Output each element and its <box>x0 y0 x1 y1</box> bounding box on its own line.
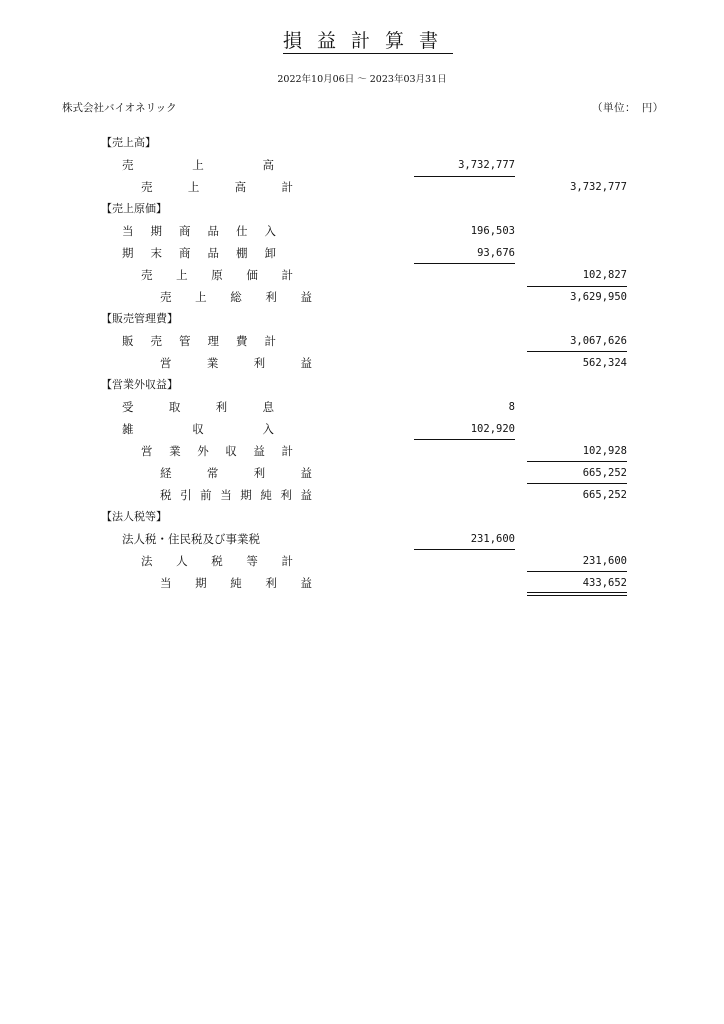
company-name: 株式会社バイオネリック <box>62 102 177 114</box>
row-label: 税 引 前 当 期 純 利 益 <box>160 488 312 502</box>
section-label: 【売上高】 <box>101 136 156 149</box>
row-corporate-tax <box>0 528 724 550</box>
row-label: 営 業 利 益 <box>160 356 312 370</box>
row-sales-total <box>0 176 724 198</box>
row-pretax-income <box>0 484 724 506</box>
row-label: 営 業 外 収 益 計 <box>141 444 293 458</box>
row-sales <box>0 154 724 176</box>
row-purchase <box>0 220 724 242</box>
row-nonop-total <box>0 440 724 462</box>
row-label: 期 末 商 品 棚 卸 <box>122 246 276 260</box>
row-gross-profit <box>0 286 724 308</box>
amount: 93,676 <box>477 247 515 259</box>
row-interest <box>0 396 724 418</box>
amount: 102,827 <box>582 269 627 281</box>
section-header-tax <box>0 506 724 528</box>
section-label: 【販売管理費】 <box>101 312 178 325</box>
row-net-income <box>0 572 724 594</box>
row-label: 売 上 原 価 計 <box>141 268 293 282</box>
row-cogs-total <box>0 264 724 286</box>
row-label: 当 期 純 利 益 <box>160 576 312 590</box>
amount: 231,600 <box>470 533 515 545</box>
row-label: 売 上 高 計 <box>141 180 293 194</box>
row-label: 売 上 高 <box>122 158 274 172</box>
row-label: 当 期 商 品 仕 入 <box>122 224 276 238</box>
amount: 3,732,777 <box>458 159 515 171</box>
row-sga-total <box>0 330 724 352</box>
amount: 8 <box>508 401 515 413</box>
period: 2022年10月06日 ～ 2023年03月31日 <box>277 74 447 85</box>
amount: 665,252 <box>582 489 627 501</box>
row-ending-inventory <box>0 242 724 264</box>
amount: 196,503 <box>470 225 515 237</box>
section-label: 【売上原価】 <box>101 202 167 215</box>
amount: 231,600 <box>582 555 627 567</box>
row-label: 販 売 管 理 費 計 <box>122 334 276 348</box>
amount: 3,732,777 <box>570 181 627 193</box>
amount: 3,629,950 <box>570 291 627 303</box>
total-double-rule <box>527 592 627 596</box>
section-header-cost <box>0 198 724 220</box>
row-label: 売 上 総 利 益 <box>160 290 312 304</box>
row-label: 雑 収 入 <box>122 422 274 436</box>
section-label: 【営業外収益】 <box>101 378 178 391</box>
row-ordinary-profit <box>0 462 724 484</box>
amount: 3,067,626 <box>570 335 627 347</box>
row-label: 経 常 利 益 <box>160 466 312 480</box>
section-header-sales <box>0 132 724 154</box>
amount: 102,928 <box>582 445 627 457</box>
row-misc-income <box>0 418 724 440</box>
page-title: 損益計算書 <box>282 30 454 52</box>
amount: 102,920 <box>470 423 515 435</box>
row-tax-total <box>0 550 724 572</box>
row-label: 法人税・住民税及び事業税 <box>122 532 260 546</box>
amount: 562,324 <box>582 357 627 369</box>
row-label: 法 人 税 等 計 <box>141 554 293 568</box>
amount: 433,652 <box>582 577 627 589</box>
amount: 665,252 <box>582 467 627 479</box>
unit-label: （単位： 円） <box>592 102 664 114</box>
section-header-nonop <box>0 374 724 396</box>
section-label: 【法人税等】 <box>101 510 167 523</box>
section-header-sga <box>0 308 724 330</box>
row-label: 受 取 利 息 <box>122 400 274 414</box>
row-operating-profit <box>0 352 724 374</box>
